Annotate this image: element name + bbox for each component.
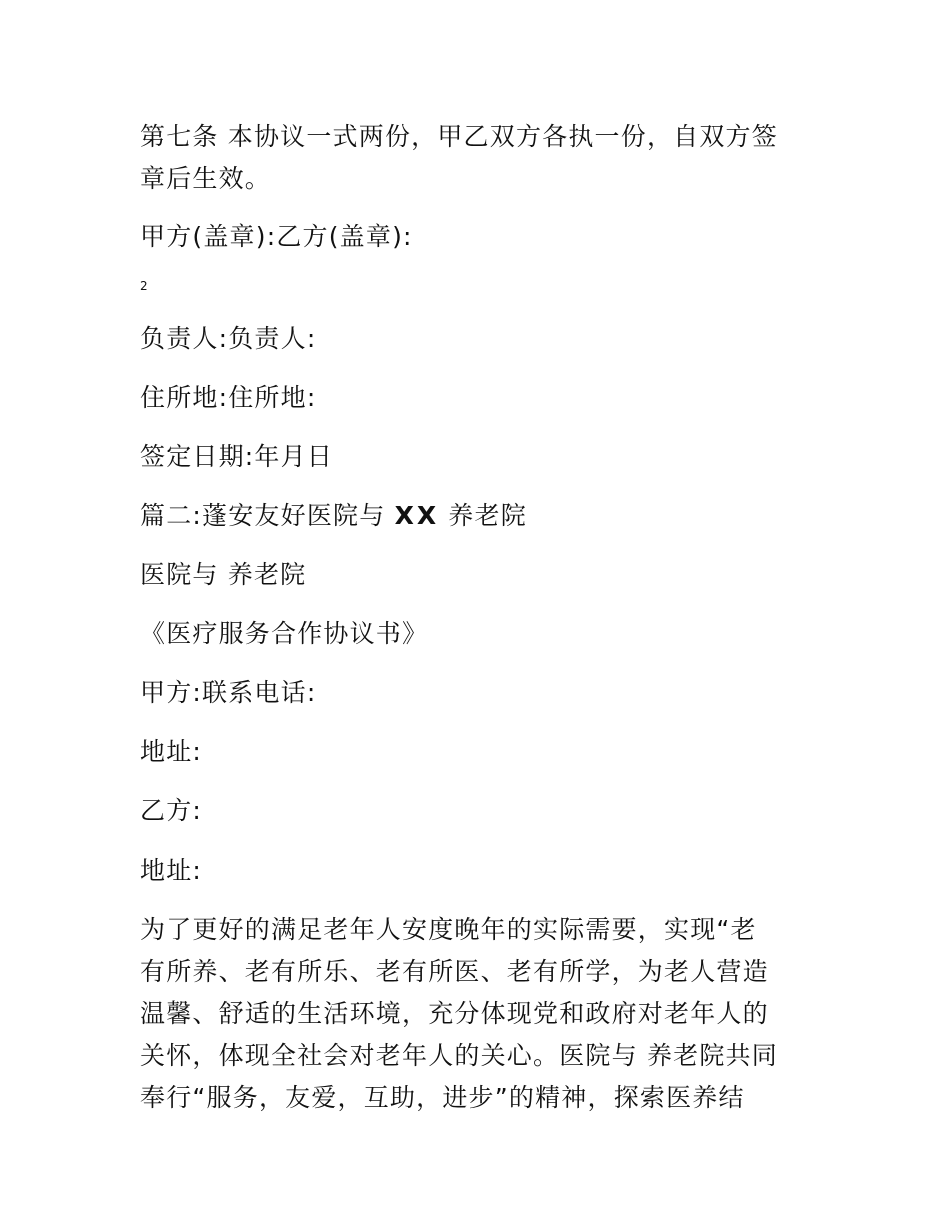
part-two-suffix: 养老院 (439, 501, 527, 530)
address-b-line: 地址: (140, 856, 203, 885)
intro-paragraph (140, 909, 810, 1119)
hospital-and-nursing-home: 医院与 养老院 (140, 560, 307, 589)
residence-line: 住所地:住所地: (140, 383, 317, 412)
clause-seven-line-2: 章后生效。 (140, 164, 272, 193)
intro-line-3: 温馨、舒适的生活环境，充分体现党和政府对老年人的 (140, 999, 769, 1028)
intro-line-1: 为了更好的满足老年人安度晚年的实际需要，实现“老 (140, 915, 757, 944)
sign-date-line: 签定日期:年月日 (140, 442, 334, 471)
part-two-bold: XX (394, 501, 440, 530)
intro-line-2: 有所养、老有所乐、老有所医、老有所学，为老人营造 (140, 957, 769, 986)
address-a-line: 地址: (140, 737, 203, 766)
party-b-line: 乙方: (140, 796, 203, 825)
part-two-prefix: 篇二:蓬安友好医院与 (140, 501, 395, 530)
party-a-line: 甲方:联系电话: (140, 678, 317, 707)
signature-line: 甲方(盖章):乙方(盖章): (140, 222, 413, 251)
person-in-charge-line: 负责人:负责人: (140, 324, 317, 353)
part-two-heading (140, 495, 527, 537)
page-number: 2 (140, 279, 148, 293)
agreement-title: 《医疗服务合作协议书》 (140, 619, 429, 648)
clause-seven-line-1: 第七条 本协议一式两份，甲乙双方各执一份，自双方签 (140, 122, 778, 151)
clause-seven (140, 116, 810, 200)
intro-line-5: 奉行“服务，友爱，互助，进步”的精神，探索医养结 (140, 1083, 745, 1112)
intro-line-4: 关怀，体现全社会对老年人的关心。医院与 养老院共同 (140, 1041, 778, 1070)
